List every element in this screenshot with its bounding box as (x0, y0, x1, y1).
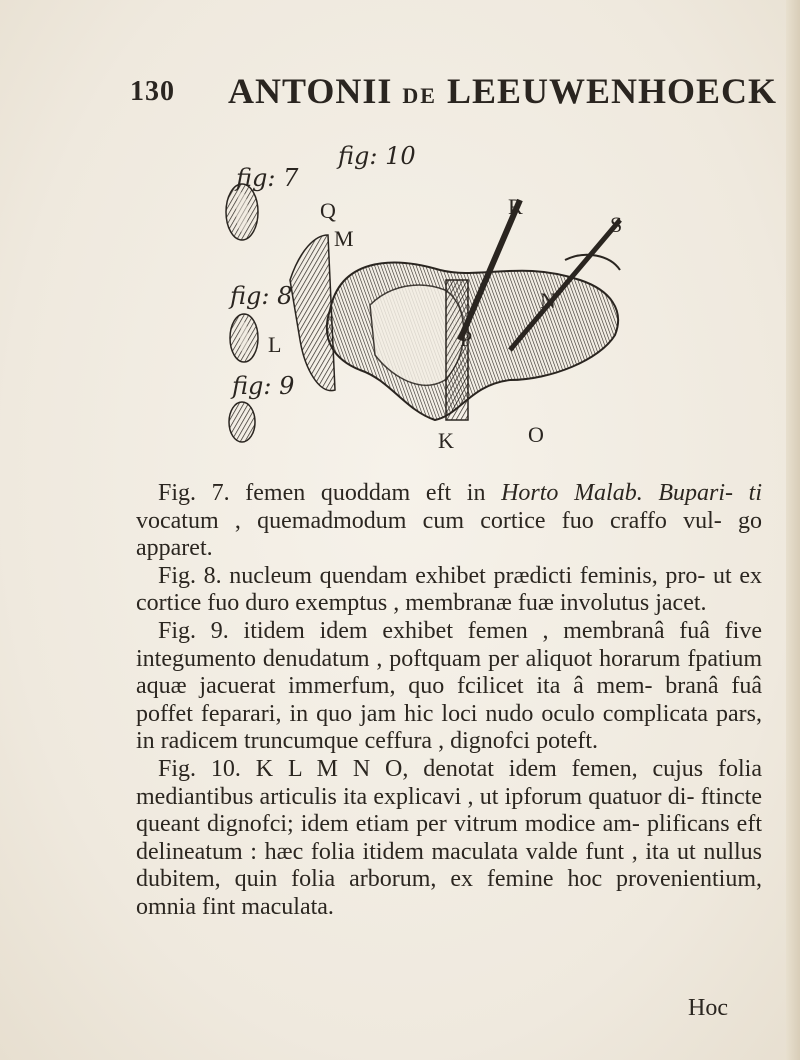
running-title (228, 70, 777, 112)
body-text (136, 480, 762, 922)
letter-p: P (460, 326, 473, 351)
running-header (130, 68, 778, 118)
letter-q: Q (320, 198, 336, 223)
paragraph-fig7 (136, 480, 762, 563)
fig9-label: fig: 9 (232, 372, 295, 400)
paragraph-fig10: Fig. 10. K L M N O, denotat idem femen, cujus folia mediantibus articulis ita explicavi , ut ipforum quatuor di- ftincte queant dignofci; idem etiam per vitrum modice am- plificans eft delineatum : hæc folia itidem maculata valde funt , ita ut nullus dubitem, quin folia arborum, ex femine hoc provenientium, omnia fint maculata. (136, 755, 762, 920)
engraved-plate (220, 140, 630, 470)
catchword: Hoc (688, 995, 728, 1021)
letter-r: R (508, 194, 523, 219)
title-antonii: ANTONII (228, 71, 393, 111)
letter-s: S (610, 212, 623, 237)
paragraph-fig8: Fig. 8. nucleum quendam exhibet prædicti feminis, pro- ut ex cortice fuo duro exemptus , membranæ fuæ involutus jacet. (136, 562, 762, 617)
page-edge (786, 0, 800, 1060)
fig8-kernel (230, 314, 258, 362)
fig10-label: fig: 10 (338, 142, 416, 170)
p1-text-b: vocatum , quemadmodum cum cortice fuo craffo vul- go apparet. (136, 507, 762, 562)
page-number: 130 (130, 76, 175, 107)
fig9-seed (229, 402, 255, 442)
title-leeuwenhoeck: LEEUWENHOECK (446, 71, 778, 111)
paragraph-fig9: Fig. 9. itidem idem exhibet femen , membranâ fuâ five integumento denudatum , poftquam per aliquot horarum fpatium aquæ jacuerat immerfum, quo fcilicet ita â mem- branâ fuâ poffet feparari, in quo jam hic loci nudo oculo complicata pars, in radicem truncumque ceffura , dignofci poteft. (136, 617, 762, 755)
letter-k: K (438, 428, 454, 453)
fig7-label: fig: 7 (236, 164, 299, 192)
letter-m: M (334, 226, 354, 251)
letter-n: N (540, 288, 556, 313)
p1-text-a: Fig. 7. femen quoddam eft in (158, 480, 502, 506)
title-de: DE (402, 83, 437, 108)
fig7-seed (226, 184, 258, 240)
letter-o: O (528, 422, 544, 447)
p1-italic: Horto Malab. Bupari- ti (501, 480, 762, 506)
fig8-label: fig: 8 (230, 282, 293, 310)
letter-l: L (268, 332, 282, 357)
